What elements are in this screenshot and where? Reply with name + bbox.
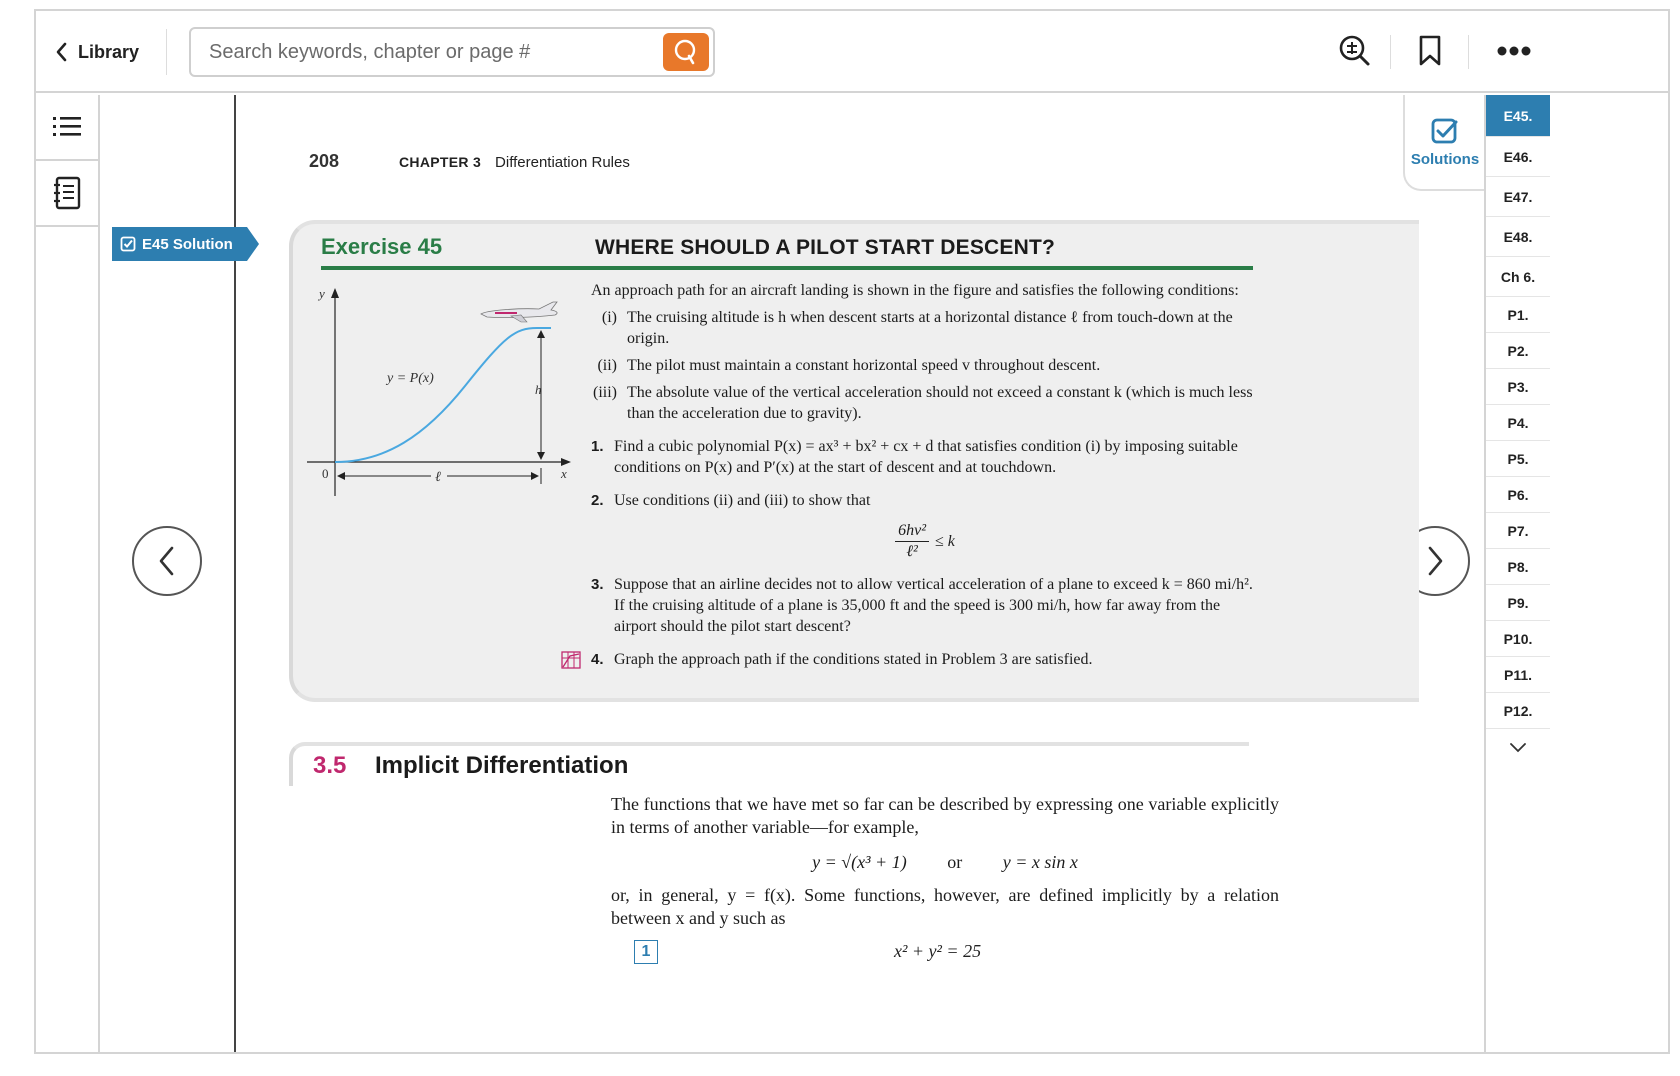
toc-item-p5[interactable]: P5. — [1486, 441, 1550, 477]
exercise-body — [591, 280, 1259, 670]
problem-item — [591, 574, 1259, 637]
equation-right: y = x sin x — [1002, 852, 1078, 872]
table-of-contents-button[interactable] — [36, 95, 98, 161]
more-options-button[interactable] — [1492, 29, 1536, 73]
section-paragraph: The functions that we have met so far can be described by expressing one variable explicitly in terms of another variable—for example, — [611, 794, 1279, 837]
fraction-numerator: 6hv² — [895, 521, 929, 542]
chevron-down-icon — [1509, 741, 1527, 753]
problem-item — [591, 436, 1259, 478]
approach-path-figure — [305, 276, 585, 508]
zoom-icon — [1337, 33, 1373, 69]
conditions-list — [591, 307, 1259, 424]
toc-item-e47[interactable]: E47. — [1486, 177, 1550, 217]
solutions-label: Solutions — [1410, 150, 1480, 168]
toc-item-e48[interactable]: E48. — [1486, 217, 1550, 257]
search-icon — [673, 38, 699, 66]
notebook-button[interactable] — [36, 161, 98, 227]
problem-text: Find a cubic polynomial P(x) = ax³ + bx² + cx + d that satisfies condition (i) by imposing suitable conditions on P(x) and P′(x) at the start of descent and at touchdown. — [614, 438, 1238, 476]
previous-page-button[interactable] — [132, 526, 202, 596]
exercise-index — [1484, 95, 1550, 1054]
toc-scroll-down-button[interactable] — [1486, 729, 1550, 765]
toc-item-p8[interactable]: P8. — [1486, 549, 1550, 585]
problem-number: 3. — [591, 576, 604, 593]
exercise-title: WHERE SHOULD A PILOT START DESCENT? — [595, 236, 1056, 259]
condition-item — [591, 382, 1259, 424]
graphing-calculator-icon — [561, 651, 581, 669]
more-dots-icon — [1494, 41, 1534, 61]
toc-item-p4[interactable]: P4. — [1486, 405, 1550, 441]
chevron-right-icon — [1423, 543, 1447, 579]
section-number: 3.5 — [313, 752, 347, 779]
exercise-divider — [321, 266, 1253, 270]
condition-number: (ii) — [597, 357, 617, 374]
distance-arrow-right — [531, 472, 539, 480]
toc-item-p3[interactable]: P3. — [1486, 369, 1550, 405]
condition-text: The cruising altitude is h when descent starts at a horizontal distance ℓ from touch-down at the origin. — [627, 309, 1233, 347]
page-number: 208 — [309, 151, 340, 171]
section-heading — [289, 742, 1249, 786]
search-button[interactable] — [663, 33, 709, 71]
problem-item — [591, 649, 1259, 670]
condition-text: The absolute value of the vertical acceleration should not exceed a constant k (which is much less than the acceleration due to gravity). — [627, 384, 1253, 422]
height-arrow-top — [537, 330, 545, 338]
exercise-intro: An approach path for an aircraft landing is shown in the figure and satisfies the following conditions: — [591, 282, 1239, 299]
condition-item — [591, 307, 1259, 349]
library-label: Library — [78, 41, 140, 62]
height-arrow-bottom — [537, 452, 545, 460]
toc-item-ch6[interactable]: Ch 6. — [1486, 257, 1550, 297]
problem-text: Graph the approach path if the conditions stated in Problem 3 are satisfied. — [614, 651, 1093, 668]
equation-number-badge: 1 — [634, 940, 658, 964]
example-equations — [611, 851, 1279, 874]
distance-label: ℓ — [435, 470, 441, 485]
origin-label: 0 — [322, 466, 329, 481]
equation-left: y = √(x³ + 1) — [812, 852, 907, 872]
top-toolbar — [36, 11, 1668, 93]
bookmark-button[interactable] — [1408, 29, 1452, 73]
y-axis-arrow — [331, 288, 339, 298]
airplane-icon — [481, 302, 557, 322]
condition-number: (iii) — [593, 384, 617, 401]
equation-or: or — [947, 852, 963, 872]
divider — [166, 29, 167, 75]
notebook-icon — [52, 176, 82, 210]
list-icon — [52, 114, 82, 140]
exercise-box — [289, 220, 1419, 702]
problem-number: 1. — [591, 438, 604, 455]
x-axis-label: x — [561, 466, 567, 481]
toc-item-p12[interactable]: P12. — [1486, 693, 1550, 729]
distance-arrow-left — [337, 472, 345, 480]
solutions-checkbox-icon — [1430, 117, 1460, 147]
section-title: Implicit Differentiation — [375, 752, 629, 779]
condition-number: (i) — [601, 309, 617, 326]
toc-item-p10[interactable]: P10. — [1486, 621, 1550, 657]
curve-label: y = P(x) — [387, 371, 434, 386]
chevron-left-icon — [54, 41, 70, 63]
reader-window — [34, 9, 1670, 1054]
problem-text: Use conditions (ii) and (iii) to show that — [614, 492, 871, 509]
checkbox-icon — [120, 236, 136, 252]
search-input[interactable] — [209, 37, 639, 67]
back-to-library-button[interactable] — [54, 37, 139, 67]
divider — [1390, 35, 1391, 69]
search-box — [189, 27, 715, 77]
chevron-left-icon — [155, 543, 179, 579]
toc-item-p6[interactable]: P6. — [1486, 477, 1550, 513]
y-axis-label: y — [319, 286, 325, 301]
chapter-title: Differentiation Rules — [495, 154, 630, 171]
problem-number: 4. — [591, 651, 604, 668]
fraction-denominator: ℓ² — [906, 543, 918, 560]
exercise-label: Exercise 45 — [321, 234, 443, 259]
bookmark-icon — [1417, 34, 1443, 68]
exercise-solution-tag[interactable] — [112, 227, 247, 261]
toc-item-p1[interactable]: P1. — [1486, 297, 1550, 333]
height-label: h — [535, 382, 542, 397]
zoom-button[interactable] — [1333, 29, 1377, 73]
solutions-button[interactable] — [1403, 95, 1485, 191]
x-axis-arrow — [561, 458, 571, 466]
problem-number: 2. — [591, 492, 604, 509]
condition-item — [591, 355, 1259, 376]
problem-item — [591, 490, 1259, 511]
section-paragraph: or, in general, y = f(x). Some functions, however, are defined implicitly by a relation between x and y such as — [611, 885, 1279, 928]
toc-item-p7[interactable]: P7. — [1486, 513, 1550, 549]
approach-curve — [335, 328, 551, 462]
equation-1: x² + y² = 25 — [894, 941, 982, 961]
inequality — [591, 521, 1259, 562]
left-rail — [36, 95, 100, 1054]
toc-item-e45[interactable]: E45. — [1486, 95, 1550, 137]
problem-text: Suppose that an airline decides not to allow vertical acceleration of a plane to exceed k = 860 mi/h². If the cruising altitude of a plane is 35,000 ft and the speed is 300 mi/h, how far away from the airport should the pilot start descent? — [614, 576, 1253, 635]
fraction — [895, 521, 929, 562]
toc-item-p9[interactable]: P9. — [1486, 585, 1550, 621]
inequality-relation: ≤ k — [935, 533, 955, 550]
divider — [1468, 35, 1469, 69]
chapter-label: CHAPTER 3 — [399, 154, 482, 170]
condition-text: The pilot must maintain a constant horizontal speed v throughout descent. — [627, 357, 1101, 374]
toc-item-p11[interactable]: P11. — [1486, 657, 1550, 693]
solution-tag-label: E45 Solution — [142, 235, 233, 253]
page-header — [309, 151, 630, 172]
toc-item-p2[interactable]: P2. — [1486, 333, 1550, 369]
toc-item-e46[interactable]: E46. — [1486, 137, 1550, 177]
section-body — [611, 793, 1279, 930]
